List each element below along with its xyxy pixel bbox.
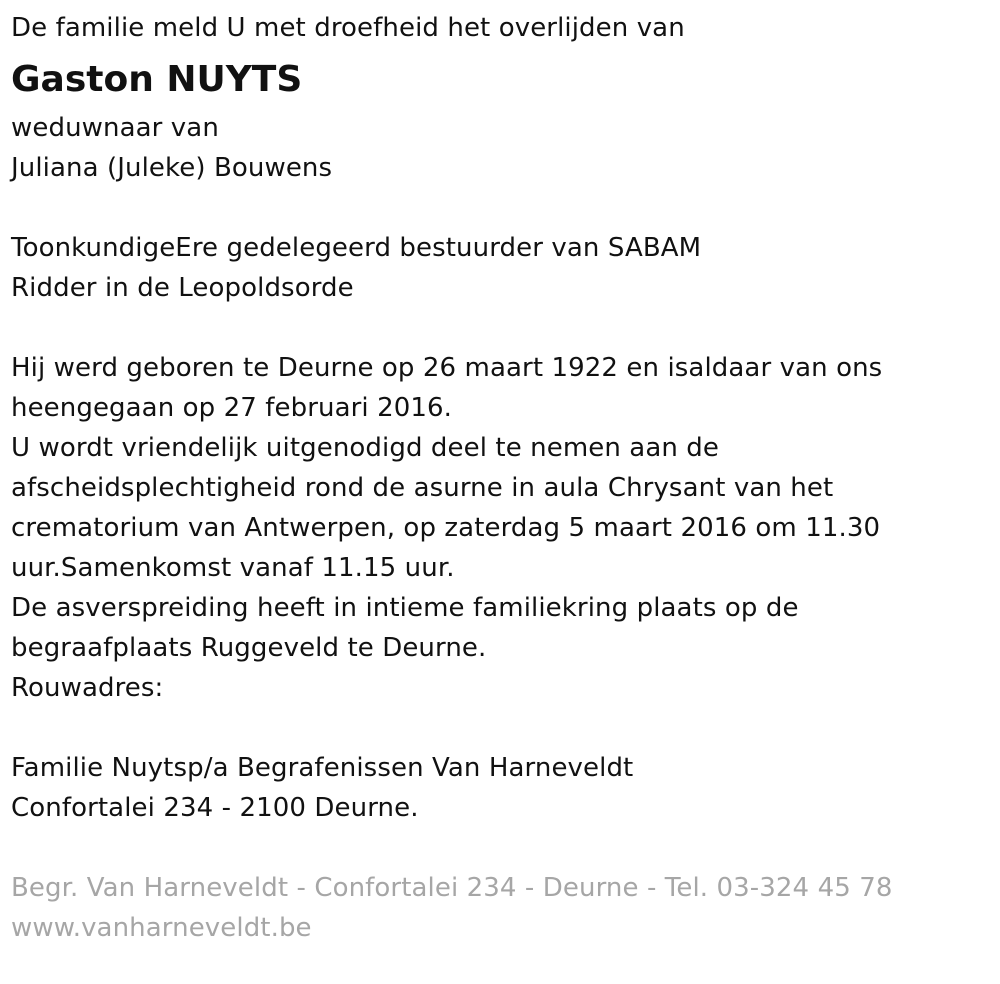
deceased-name: Gaston NUYTS (11, 59, 303, 100)
address-line-1: Familie Nuytsp/a Begrafenissen Van Harneveldt (11, 753, 634, 783)
body-line: afscheidsplechtigheid rond de asurne in aula Chrysant van het (11, 473, 834, 503)
body-line: U wordt vriendelijk uitgenodigd deel te nemen aan de (11, 433, 719, 463)
spacer (11, 188, 1000, 228)
spacer (11, 308, 1000, 348)
intro-text: De familie meld U met droefheid het overlijden van (11, 13, 685, 43)
honor-title-1: ToonkundigeEre gedelegeerd bestuurder van SABAM (11, 233, 702, 263)
body-line: begraafplaats Ruggeveld te Deurne. (11, 633, 487, 663)
footer-website: www.vanharneveldt.be (11, 913, 312, 943)
honor-title-2: Ridder in de Leopoldsorde (11, 273, 354, 303)
footer-contact: Begr. Van Harneveldt - Confortalei 234 - Deurne - Tel. 03-324 45 78 (11, 873, 893, 903)
body-line: Hij werd geboren te Deurne op 26 maart 1922 en isaldaar van ons (11, 353, 883, 383)
body-line: heengegaan op 27 februari 2016. (11, 393, 453, 423)
body-line: De asverspreiding heeft in intieme familiekring plaats op de (11, 593, 799, 623)
spacer (11, 828, 1000, 868)
spacer (11, 708, 1000, 748)
spouse-name: Juliana (Juleke) Bouwens (11, 153, 333, 183)
body-line: uur.Samenkomst vanaf 11.15 uur. (11, 553, 455, 583)
body-line: Rouwadres: (11, 673, 164, 703)
relation-label: weduwnaar van (11, 113, 219, 143)
address-line-2: Confortalei 234 - 2100 Deurne. (11, 793, 419, 823)
body-line: crematorium van Antwerpen, op zaterdag 5 maart 2016 om 11.30 (11, 513, 881, 543)
